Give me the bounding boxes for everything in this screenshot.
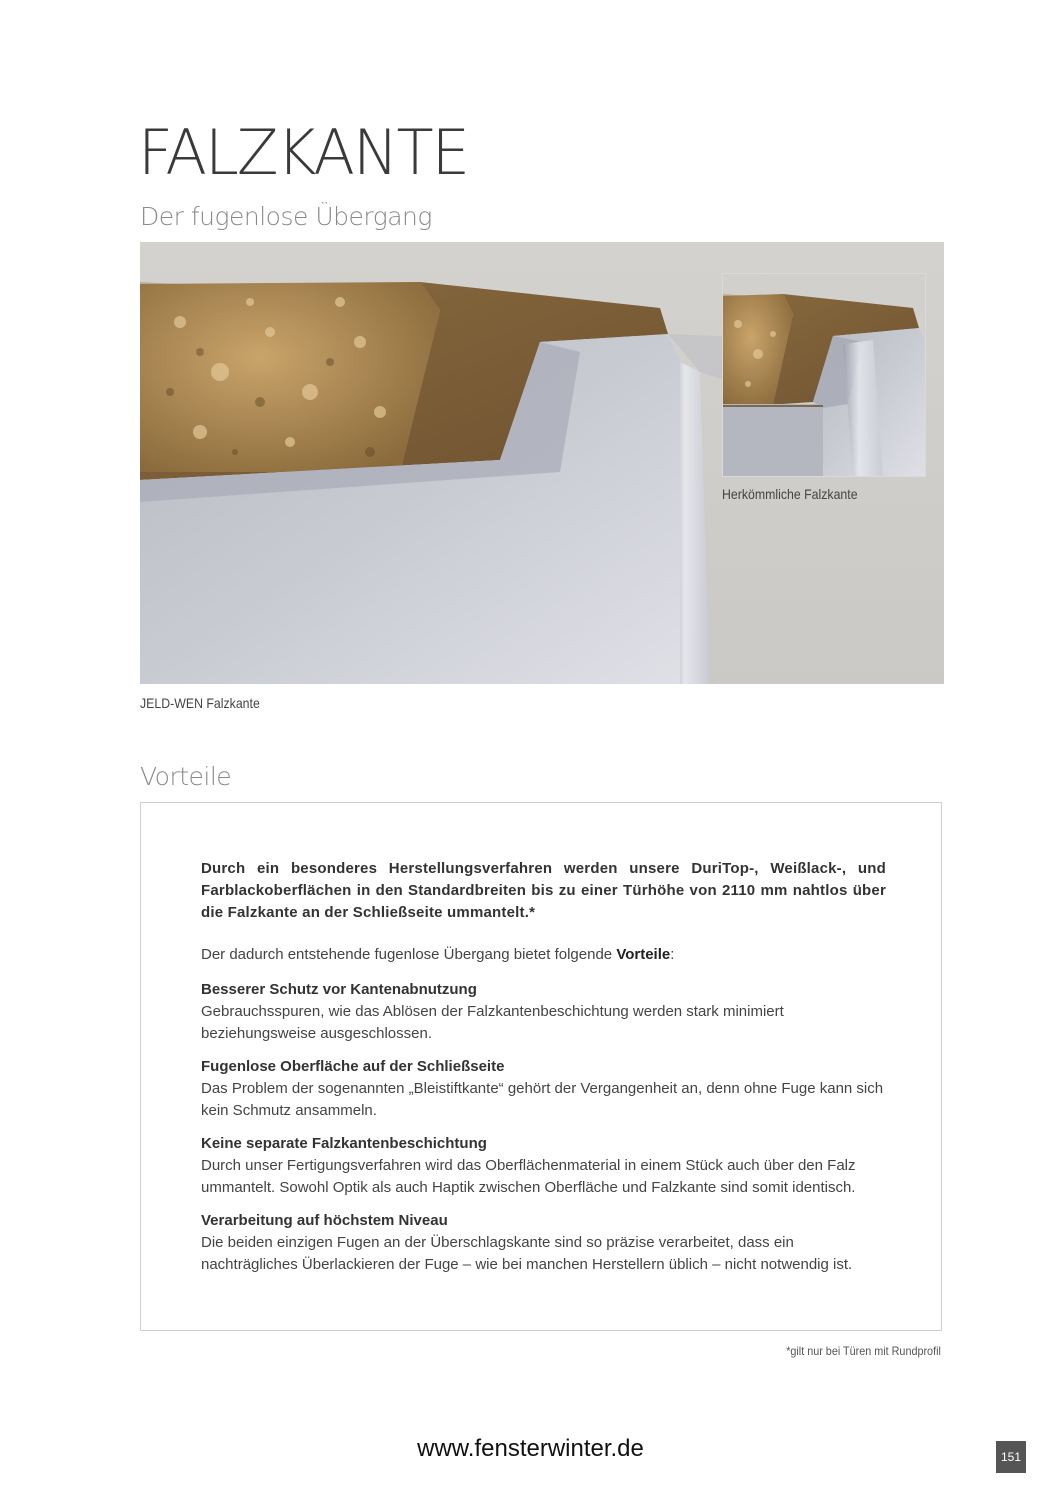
advantage-title: Verarbeitung auf höchstem Niveau xyxy=(201,1212,448,1229)
page-subtitle: Der fugenlose Übergang xyxy=(140,202,432,231)
footnote: *gilt nur bei Türen mit Rundprofil xyxy=(786,1344,941,1358)
advantage-text: Die beiden einzigen Fugen an der Überschlagskante sind so präzise verarbeitet, dass ein nachträgliches Überlackieren der Fuge – wie bei manchen Herstellern üblich – nicht notwendig ist. xyxy=(201,1234,853,1273)
lead-prefix: Der dadurch entstehende fugenlose Übergang bietet folgende xyxy=(201,946,617,963)
advantages-box xyxy=(140,802,942,1331)
advantage-item xyxy=(201,1056,886,1122)
inset-caption: Herkömmliche Falzkante xyxy=(722,486,858,502)
advantage-title: Keine separate Falzkantenbeschichtung xyxy=(201,1135,487,1152)
advantage-text: Durch unser Fertigungsverfahren wird das Oberflächenmaterial in einem Stück auch über den Falz ummantelt. Sowohl Optik als auch Haptik zwischen Oberfläche und Falzkante sind somit identisch. xyxy=(201,1157,856,1196)
advantage-item xyxy=(201,1210,886,1276)
lead-paragraph xyxy=(201,944,886,966)
advantage-title: Fugenlose Oberfläche auf der Schließseite xyxy=(201,1058,505,1075)
intro-paragraph: Durch ein besonderes Herstellungsverfahren werden unsere DuriTop-, Weißlack-, und Farblackoberflächen in den Standardbreiten bis zu einer Türhöhe von 2110 mm nahtlos über die Falzkante an der Schließseite ummantelt.* xyxy=(201,860,886,921)
page-number: 151 xyxy=(996,1441,1026,1473)
lead-bold: Vorteile xyxy=(616,946,671,963)
advantage-text: Gebrauchsspuren, wie das Ablösen der Falzkantenbeschichtung werden stark minimiert beziehungsweise ausgeschlossen. xyxy=(201,1003,784,1042)
main-caption: JELD-WEN Falzkante xyxy=(140,695,260,711)
website-link[interactable]: www.fensterwinter.de xyxy=(417,1435,644,1462)
page-title: FALZKANTE xyxy=(138,116,469,189)
advantage-title: Besserer Schutz vor Kantenabnutzung xyxy=(201,981,477,998)
advantage-text: Das Problem der sogenannten „Bleistiftkante“ gehört der Vergangenheit an, denn ohne Fuge kann sich kein Schmutz ansammeln. xyxy=(201,1080,884,1119)
falzkante-photo xyxy=(140,242,944,684)
conventional-falzkante-photo xyxy=(722,273,926,477)
advantage-item xyxy=(201,979,886,1045)
advantage-item xyxy=(201,1133,886,1199)
section-heading: Vorteile xyxy=(140,762,232,791)
lead-suffix: : xyxy=(670,946,675,963)
